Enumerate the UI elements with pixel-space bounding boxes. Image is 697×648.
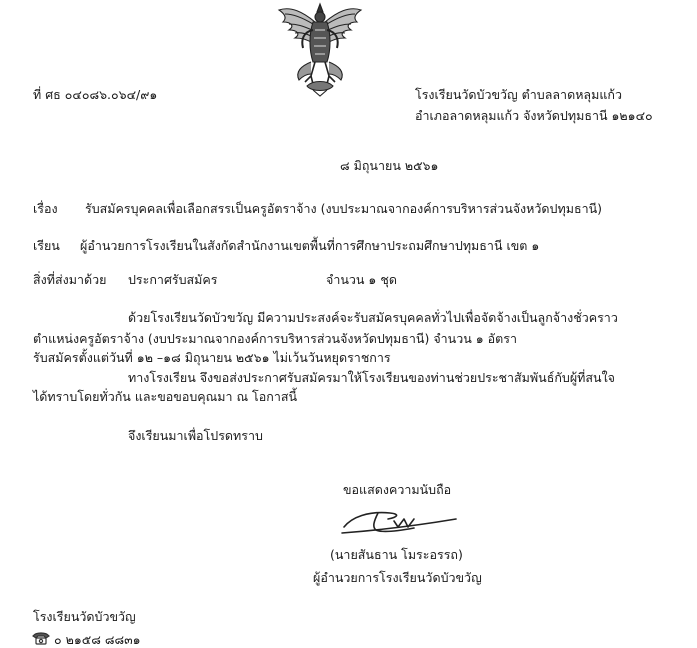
handwritten-signature [338, 503, 460, 537]
enclosure-quantity: จำนวน ๑ ชุด [326, 272, 397, 287]
body-paragraph-2-line-1: ทางโรงเรียน จึงขอส่งประกาศรับสมัครมาให้โรงเรียนของท่านช่วยประชาสัมพันธ์กับผู้ที่สนใจ [128, 370, 616, 385]
body-paragraph-2-line-2: ได้ทราบโดยทั่วกัน และขอขอบคุณมา ณ โอกาสนี้ [33, 389, 298, 404]
signer-title: ผู้อำนวยการโรงเรียนวัดบัวขวัญ [313, 570, 482, 585]
body-paragraph-1-line-2: ตำแหน่งครูอัตราจ้าง (งบประมาณจากองค์การบริหารส่วนจังหวัดปทุมธานี) จำนวน ๑ อัตรา [33, 331, 518, 346]
signer-name: (นายสันธาน โมระอรรถ) [330, 547, 463, 562]
body-paragraph-1-line-3: รับสมัครตั้งแต่วันที่ ๑๒ –๑๘ มิถุนายน ๒๕๖๑ ไม่เว้นวันหยุดราชการ [33, 350, 391, 365]
footer-phone: ๐ ๒๑๕๘ ๘๘๓๑ [54, 632, 141, 647]
to-text: ผู้อำนวยการโรงเรียนในสังกัดสำนักงานเขตพื้นที่การศึกษาประถมศึกษาปทุมธานี เขต ๑ [80, 238, 540, 253]
phone-icon [32, 631, 50, 645]
body-paragraph-1-line-1: ด้วยโรงเรียนวัดบัวขวัญ มีความประสงค์จะรับสมัครบุคคลทั่วไปเพื่อจัดจ้างเป็นลูกจ้างชั่วคราว [128, 310, 618, 325]
school-address-line-1: โรงเรียนวัดบัวขวัญ ตำบลลาดหลุมแก้ว [415, 87, 622, 102]
to-label: เรียน [33, 238, 60, 253]
footer-office: โรงเรียนวัดบัวขวัญ [33, 609, 136, 624]
subject-text: รับสมัครบุคคลเพื่อเลือกสรรเป็นครูอัตราจ้าง (งบประมาณจากองค์การบริหารส่วนจังหวัดปทุมธานี) [85, 201, 603, 216]
subject-label: เรื่อง [33, 201, 58, 216]
closing-regards: ขอแสดงความนับถือ [343, 482, 452, 497]
closing-request: จึงเรียนมาเพื่อโปรดทราบ [128, 428, 263, 443]
reference-number: ที่ ศธ ๐๔๐๘๖.๐๖๔/๙๑ [33, 87, 158, 102]
enclosure-item: ประกาศรับสมัคร [128, 272, 218, 287]
enclosure-label: สิ่งที่ส่งมาด้วย [33, 272, 107, 287]
school-address-line-2: อำเภอลาดหลุมแก้ว จังหวัดปทุมธานี ๑๒๑๔๐ [415, 108, 653, 123]
garuda-emblem [273, 0, 367, 98]
letter-date: ๘ มิถุนายน ๒๕๖๑ [340, 158, 439, 173]
